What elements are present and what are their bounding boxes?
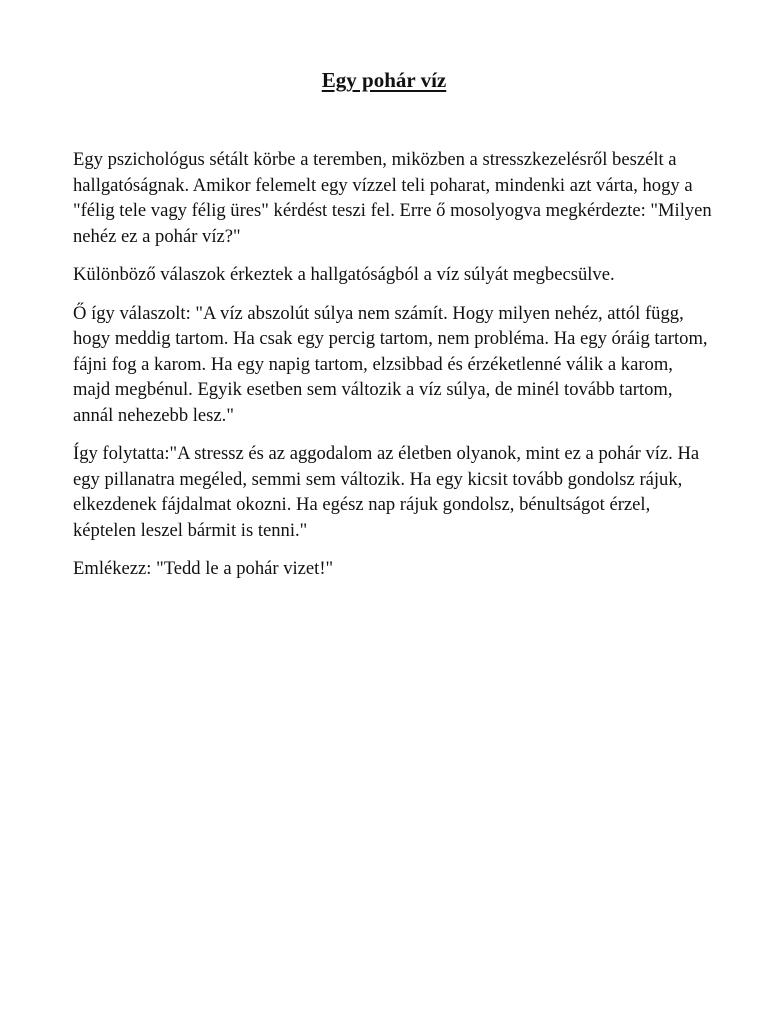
paragraph-answers: Különböző válaszok érkeztek a hallgatóságból a víz súlyát megbecsülve.: [73, 264, 615, 285]
document-body: [73, 147, 713, 595]
paragraph-intro: Egy pszichológus sétált körbe a teremben, miközben a stresszkezelésről beszélt a hallgatóságnak. Amikor felemelt egy vízzel teli poharat, mindenki azt várta, hogy a "félig tele vagy félig üres" kérdést teszi fel. Erre ő mosolyogva megkérdezte: "Milyen nehéz ez a pohár víz?": [73, 149, 712, 247]
paragraph-conclusion: Emlékezz: "Tedd le a pohár vizet!": [73, 558, 334, 579]
paragraph-reply: Ő így válaszolt: "A víz abszolút súlya nem számít. Hogy milyen nehéz, attól függ, hogy meddig tartom. Ha csak egy percig tartom, nem probléma. Ha egy óráig tartom, fájni fog a karom. Ha egy napig tartom, elzsibbad és érzéketlenné válik a karom, majd megbénul. Egyik esetben sem változik a víz súlya, de minél tovább tartom, annál nehezebb lesz.": [73, 302, 708, 426]
paragraph-continuation: Így folytatta:"A stressz és az aggodalom az életben olyanok, mint ez a pohár víz. Ha egy pillanatra megéled, semmi sem változik. Ha egy kicsit tovább gondolsz rájuk, elkezdenek fájdalmat okozni. Ha egész nap rájuk gondolsz, bénultságot érzel, képtelen leszel bármit is tenni.": [73, 443, 700, 541]
document-title: Egy pohár víz: [321, 68, 447, 92]
